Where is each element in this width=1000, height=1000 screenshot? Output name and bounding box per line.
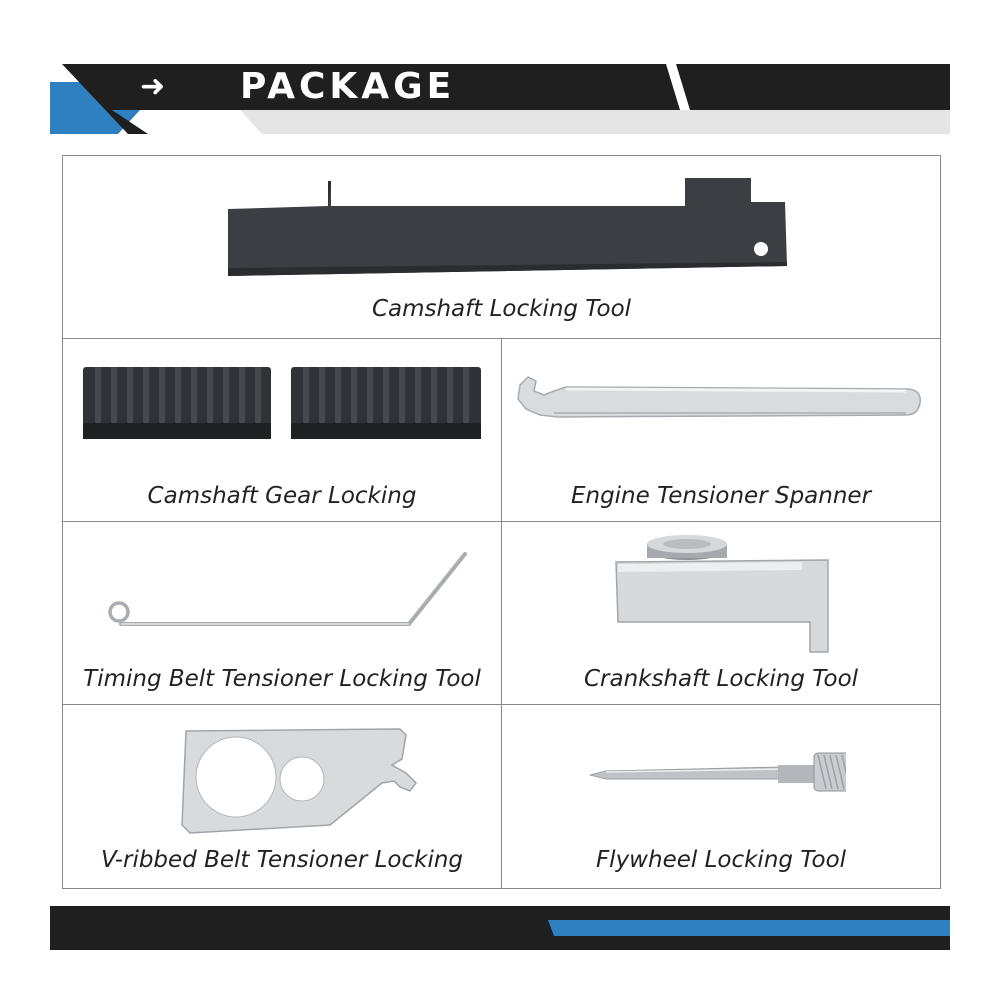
engine-tensioner-spanner-image bbox=[514, 373, 924, 423]
item-v-ribbed-belt-tensioner-locking bbox=[63, 705, 502, 888]
item-camshaft-gear-locking bbox=[63, 339, 502, 522]
package-banner bbox=[0, 0, 1000, 150]
item-caption: Crankshaft Locking Tool bbox=[583, 666, 859, 692]
crankshaft-locking-tool-image bbox=[612, 534, 832, 659]
item-caption: Timing Belt Tensioner Locking Tool bbox=[83, 666, 481, 692]
item-caption: Camshaft Locking Tool bbox=[371, 296, 632, 322]
item-timing-belt-tensioner-locking-tool bbox=[63, 522, 502, 705]
item-flywheel-locking-tool bbox=[502, 705, 940, 888]
item-engine-tensioner-spanner bbox=[502, 339, 940, 522]
item-caption: Camshaft Gear Locking bbox=[147, 483, 417, 509]
camshaft-gear-locking-image bbox=[81, 363, 483, 445]
package-contents-grid bbox=[62, 155, 941, 889]
camshaft-locking-tool-image bbox=[223, 176, 793, 281]
banner-title: PACKAGE bbox=[240, 66, 456, 107]
item-caption: Flywheel Locking Tool bbox=[595, 847, 847, 873]
footer-bar bbox=[0, 900, 1000, 960]
arrow-right-icon: ➜ bbox=[140, 69, 166, 104]
item-crankshaft-locking-tool bbox=[502, 522, 940, 705]
item-caption: Engine Tensioner Spanner bbox=[570, 483, 872, 509]
timing-belt-tensioner-pin-image bbox=[101, 548, 471, 638]
footer-graphic bbox=[0, 900, 1000, 960]
v-ribbed-belt-tensioner-plate-image bbox=[178, 725, 418, 837]
item-camshaft-locking-tool bbox=[63, 156, 940, 339]
flywheel-locking-pin-image bbox=[586, 749, 846, 799]
item-caption: V-ribbed Belt Tensioner Locking bbox=[100, 847, 464, 873]
